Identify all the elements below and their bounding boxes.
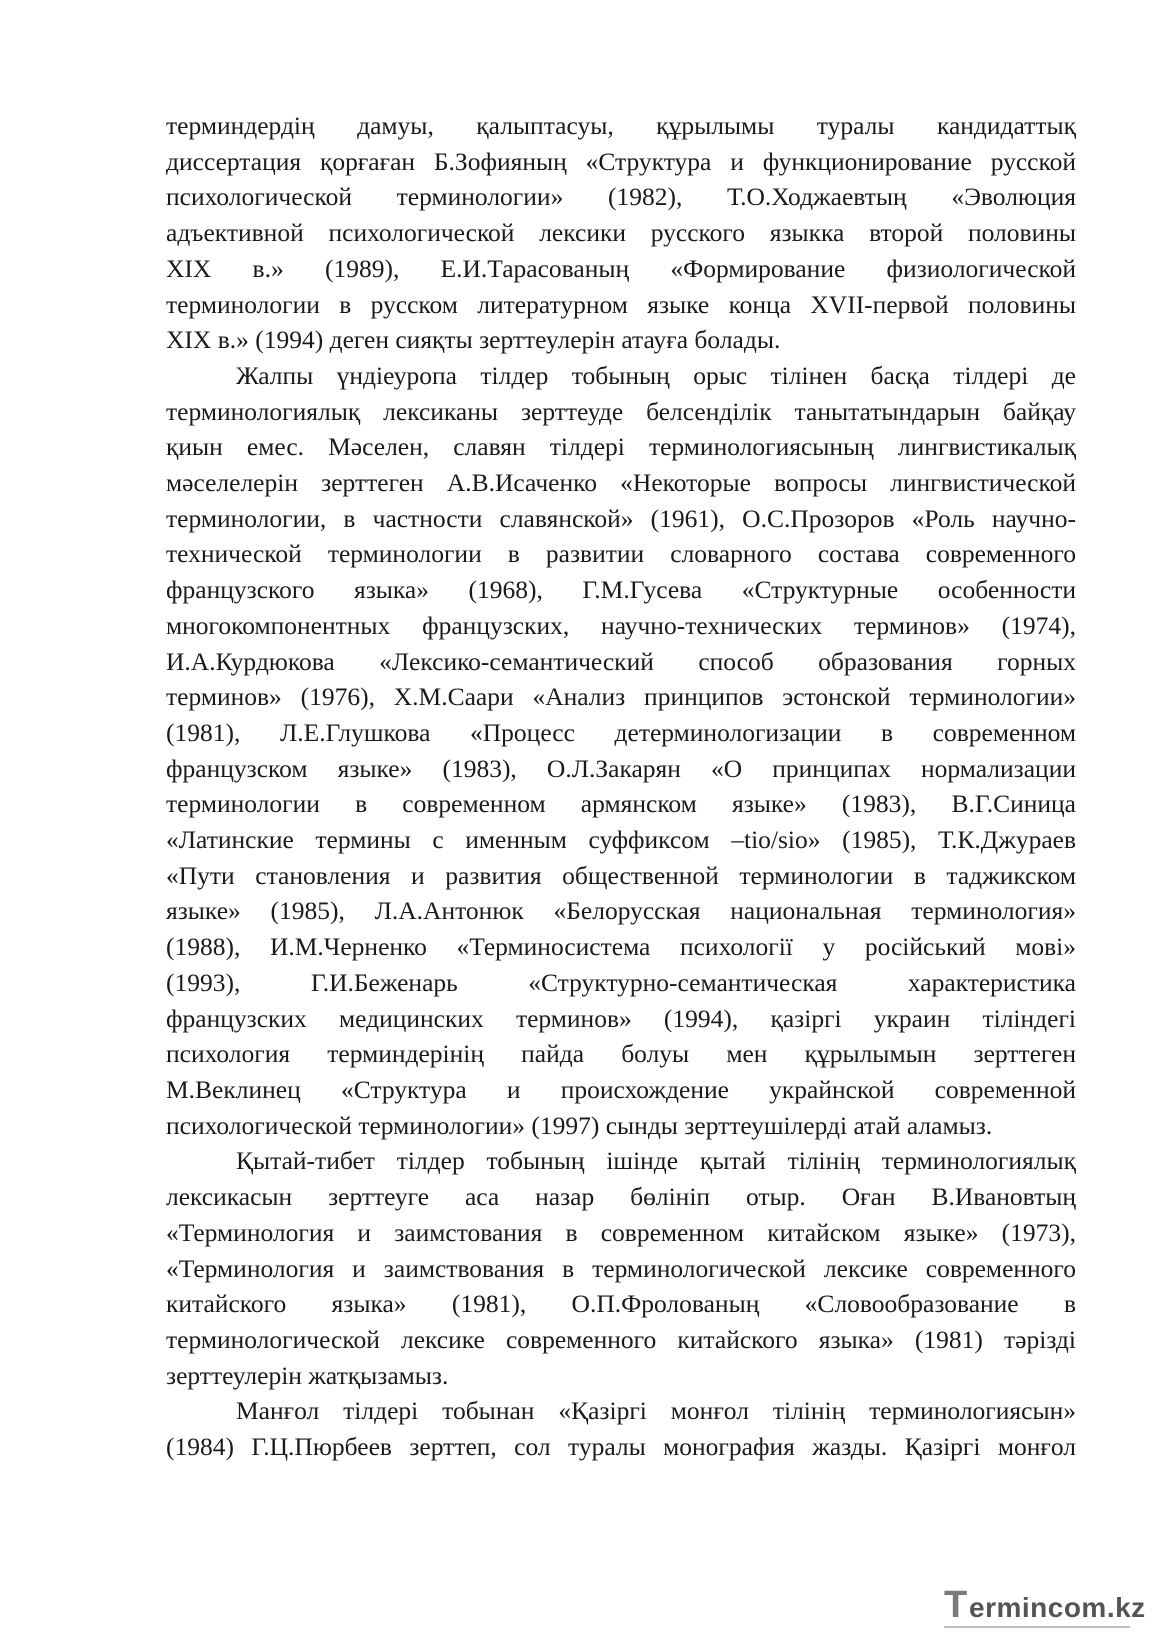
text-line: И.А.Курдюкова «Лексико-семантический способ образования горных xyxy=(166,646,1076,676)
text-line: (1981), Л.Е.Глушкова «Процесс детерминологизации в современном xyxy=(166,717,1076,747)
text-line: Жалпы үндіеуропа тілдер тобының орыс тілінен басқа тілдері де xyxy=(236,360,1076,390)
document-body xyxy=(166,108,1076,1465)
text-line: зерттеулерін жатқызамыз. xyxy=(166,1360,449,1390)
logo-text: ermincom.kz xyxy=(969,1592,1146,1623)
text-line: терминологической лексике современного китайского языка» (1981) тәрізді xyxy=(166,1324,1076,1354)
text-line: терминологии в русском литературном языке конца XVII-первой половины xyxy=(166,289,1076,319)
text-line: терминологиялық лексиканы зерттеуде белсенділік танытатындарын байқау xyxy=(166,396,1076,426)
text-line: «Терминология и заимстования в современном китайском языке» (1973), xyxy=(166,1217,1076,1247)
text-line: терминологии в современном армянском языке» (1983), В.Г.Синица xyxy=(166,789,1076,819)
termincom-logo xyxy=(944,1584,1146,1630)
text-line: мәселелерін зерттеген А.В.Исаченко «Некоторые вопросы лингвистической xyxy=(166,468,1076,498)
text-line: языке» (1985), Л.А.Антонюк «Белорусская национальная терминология» xyxy=(166,896,1076,926)
text-line: французских медицинских терминов» (1994), қазіргі украин тіліндегі xyxy=(166,1003,1076,1033)
text-line: Манғол тілдері тобынан «Қазіргі монғол тілінің терминологиясын» xyxy=(236,1396,1076,1426)
logo-letter-t: T xyxy=(944,1584,968,1626)
text-line: (1993), Г.И.Беженарь «Структурно-семантическая характеристика xyxy=(166,967,1076,997)
text-line: многокомпонентных французских, научно-технических терминов» (1974), xyxy=(166,610,1076,640)
text-line: диссертация қорғаған Б.Зофияның «Структура и функционирование русской xyxy=(166,146,1076,176)
paragraph-1 xyxy=(166,108,1076,358)
text-line: психологической терминологии» (1997) сынды зерттеушілерді атай аламыз. xyxy=(166,1110,993,1140)
text-line: терминологии, в частности славянской» (1961), О.С.Прозоров «Роль научно- xyxy=(166,503,1076,533)
text-line: «Пути становления и развития общественной терминологии в таджикском xyxy=(166,860,1076,890)
text-line: психологической терминологии» (1982), Т.О.Ходжаевтың «Эволюция xyxy=(166,182,1076,212)
text-line: «Латинские термины с именным суффиксом –tio/sio» (1985), Т.К.Джураев xyxy=(166,825,1076,855)
text-line: технической терминологии в развитии словарного состава современного xyxy=(166,539,1076,569)
paragraph-3 xyxy=(166,1143,1076,1393)
text-line: терминдердің дамуы, қалыптасуы, құрылымы туралы кандидаттық xyxy=(166,111,1076,140)
text-line: (1984) Г.Ц.Пюрбеев зерттеп, сол туралы монография жазды. Қазіргі монғол xyxy=(166,1432,1076,1462)
text-line: XIX в.» (1994) деген сияқты зерттеулерін атауға болады. xyxy=(166,325,781,355)
paragraph-2 xyxy=(166,358,1076,1143)
text-line: Қытай-тибет тілдер тобының ішінде қытай тілінің терминологиялық xyxy=(236,1146,1076,1176)
text-line: терминов» (1976), Х.М.Саари «Анализ принципов эстонской терминологии» xyxy=(166,682,1076,712)
text-line: французском языке» (1983), О.Л.Закарян «О принципах нормализации xyxy=(166,753,1076,783)
paragraph-4 xyxy=(166,1393,1076,1464)
text-line: китайского языка» (1981), О.П.Фролованың «Словообразование в xyxy=(166,1289,1076,1319)
text-line: французского языка» (1968), Г.М.Гусева «Структурные особенности xyxy=(166,575,1076,605)
text-line: қиын емес. Мәселен, славян тілдері терминологиясының лингвистикалық xyxy=(166,432,1076,462)
text-line: психология терминдерінің пайда болуы мен құрылымын зерттеген xyxy=(166,1039,1076,1069)
text-line: лексикасын зерттеуге аса назар бөлініп отыр. Оған В.Ивановтың xyxy=(166,1182,1076,1212)
logo-underline xyxy=(944,1626,1130,1628)
text-line: М.Веклинец «Структура и происхождение украйнской современной xyxy=(166,1074,1076,1104)
text-line: XIX в.» (1989), Е.И.Тарасованың «Формирование физиологической xyxy=(166,253,1076,283)
text-line: «Терминология и заимствования в терминологической лексике современного xyxy=(166,1253,1076,1283)
text-line: адъективной психологической лексики русского языкка второй половины xyxy=(166,218,1076,248)
text-line: (1988), И.М.Черненко «Терминосистема психології у російський мові» xyxy=(166,932,1076,962)
